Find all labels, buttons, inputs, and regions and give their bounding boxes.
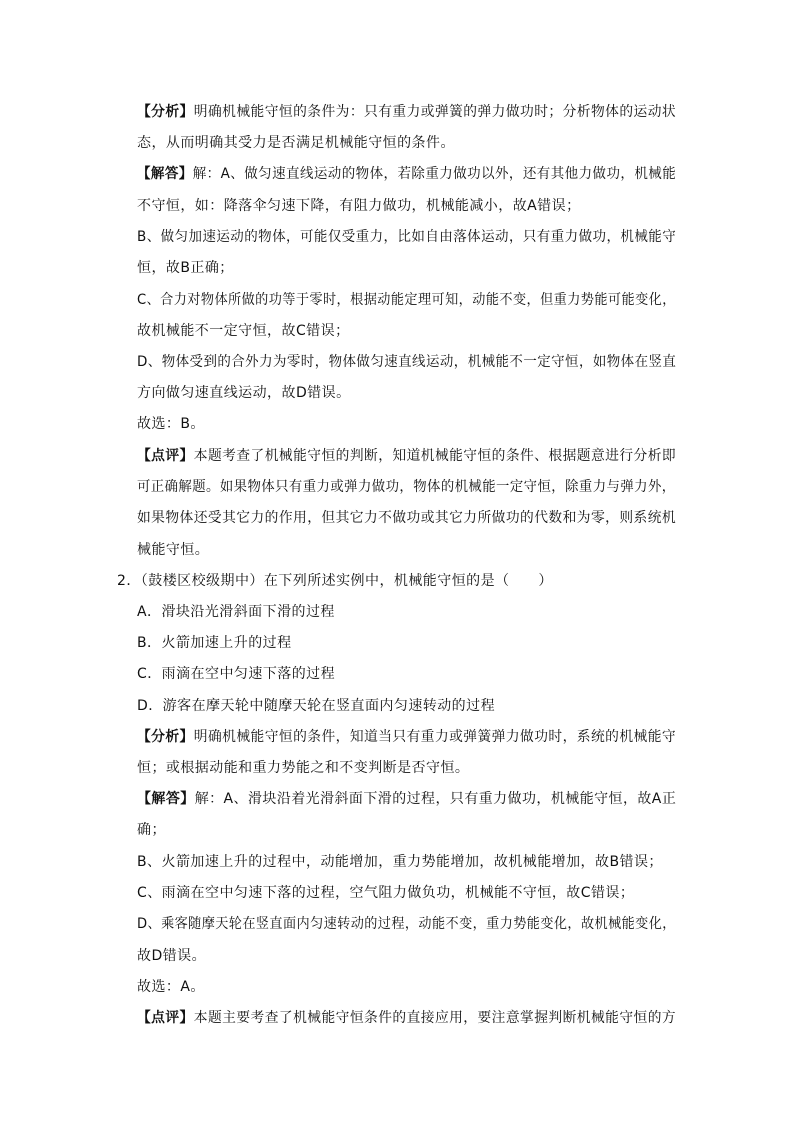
q1-solution-line-2: 不守恒，如：降落伞匀速下降，有阻力做功，机械能减小，故A错误； bbox=[137, 198, 581, 214]
q2-answer-line: 故选：A。 bbox=[137, 979, 205, 995]
q2-solution-line-6: 故D错误。 bbox=[137, 948, 207, 964]
q2-option-b: B．火箭加速上升的过程 bbox=[137, 635, 292, 651]
q2-option-c: C．雨滴在空中匀速下落的过程 bbox=[137, 666, 336, 682]
q1-analysis-line-1: 【分析】明确机械能守恒的条件为：只有重力或弹簧的弹力做功时；分析物体的运动状 bbox=[137, 104, 677, 120]
q1-answer-line: 故选：B。 bbox=[137, 416, 205, 432]
q2-analysis-line-1: 【分析】明确机械能守恒的条件，知道当只有重力或弹簧弹力做功时，系统的机械能守 bbox=[137, 729, 677, 745]
comment-tag: 【点评】 bbox=[137, 1010, 194, 1026]
analysis-tag: 【分析】 bbox=[137, 729, 194, 745]
solution-tag: 【解答】 bbox=[137, 166, 193, 182]
q2-solution-line-1: 【解答】解：A、滑块沿着光滑斜面下滑的过程，只有重力做功，机械能守恒，故A正 bbox=[137, 791, 677, 807]
q1-comment-line-1: 【点评】本题考查了机械能守恒的判断，知道机械能守恒的条件、根据题意进行分析即 bbox=[137, 448, 677, 464]
q2-option-a: A．滑块沿光滑斜面下滑的过程 bbox=[137, 604, 335, 620]
q2-solution-line-3: B、火箭加速上升的过程中，动能增加，重力势能增加，故机械能增加，故B错误； bbox=[137, 854, 663, 870]
q2-stem: 2．（鼓楼区校级期中）在下列所述实例中，机械能守恒的是（ ） bbox=[117, 573, 553, 589]
q2-solution-line-2: 确； bbox=[137, 822, 166, 838]
q1-comment-line-4: 械能守恒。 bbox=[137, 542, 210, 558]
q1-solution-line-1: 【解答】解：A、做匀速直线运动的物体，若除重力做功以外，还有其他力做功，机械能 bbox=[137, 166, 677, 182]
q1-solution-line-8: 方向做匀速直线运动，故D错误。 bbox=[137, 385, 351, 401]
q1-solution-line-6: 故机械能不一定守恒，故C错误； bbox=[137, 323, 350, 339]
q2-comment-line-1: 【点评】本题主要考查了机械能守恒条件的直接应用，要注意掌握判断机械能守恒的方 bbox=[137, 1010, 677, 1026]
q1-analysis-line-2: 态，从而明确其受力是否满足机械能守恒的条件。 bbox=[137, 135, 455, 151]
q2-solution-line-5: D、乘客随摩天轮在竖直面内匀速转动的过程，动能不变，重力势能变化，故机械能变化， bbox=[137, 916, 676, 932]
q2-analysis-line-2: 恒；或根据动能和重力势能之和不变判断是否守恒。 bbox=[137, 760, 470, 776]
q1-solution-line-3: B、做匀加速运动的物体，可能仅受重力，比如自由落体运动，只有重力做功，机械能守 bbox=[137, 229, 677, 245]
q1-comment-line-3: 如果物体还受其它力的作用，但其它力不做功或其它力所做功的代数和为零，则系统机 bbox=[137, 510, 677, 526]
solution-tag: 【解答】 bbox=[137, 791, 195, 807]
comment-tag: 【点评】 bbox=[137, 448, 194, 464]
analysis-tag: 【分析】 bbox=[137, 104, 194, 120]
q1-solution-line-5: C、合力对物体所做的功等于零时，根据动能定理可知，动能不变，但重力势能可能变化， bbox=[137, 292, 676, 308]
q1-comment-line-2: 可正确解题。如果物体只有重力或弹力做功，物体的机械能一定守恒，除重力与弹力外， bbox=[137, 479, 676, 495]
q1-solution-line-4: 恒，故B正确； bbox=[137, 260, 234, 276]
q2-option-d: D．游客在摩天轮中随摩天轮在竖直面内匀速转动的过程 bbox=[137, 698, 496, 714]
q1-solution-line-7: D、物体受到的合外力为零时，物体做匀速直线运动，机械能不一定守恒，如物体在竖直 bbox=[137, 354, 677, 370]
q2-solution-line-4: C、雨滴在空中匀速下落的过程，空气阻力做负功，机械能不守恒，故C错误； bbox=[137, 885, 635, 901]
